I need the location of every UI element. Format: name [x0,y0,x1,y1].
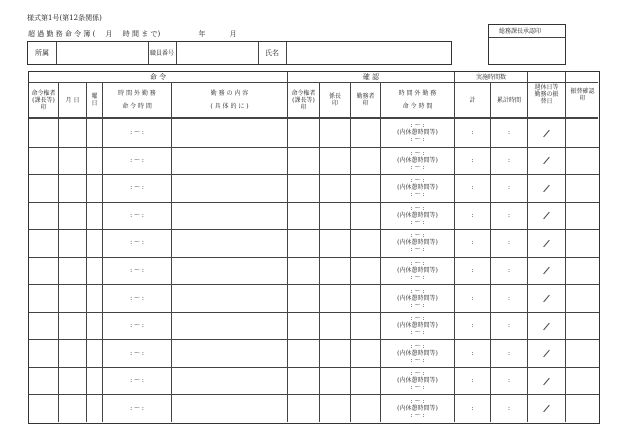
table-row [29,367,601,395]
substitute-confirm-header: 振替確認 印 [570,87,595,102]
total-cell[interactable]: : [471,156,474,164]
duty-content-cell[interactable] [172,257,287,285]
actual-time-bottom: : 〜 : [410,273,425,281]
holiday-work-cell[interactable] [528,119,565,147]
duty-content-cell[interactable] [172,119,287,147]
actual-time-bottom: : 〜 : [410,163,425,171]
actual-time-cell[interactable] [381,367,454,395]
actual-time-top: : 〜 : [410,259,425,267]
holiday-work-cell[interactable] [528,174,565,202]
table-row [29,284,601,312]
order-time-cell[interactable]: : 〜 : [130,322,144,330]
holiday-work-cell[interactable] [528,257,565,285]
order-time-cell[interactable]: : 〜 : [130,129,144,137]
order-time-cell[interactable]: : 〜 : [130,211,144,219]
cumulative-cell[interactable]: : [507,211,511,219]
table-row [29,339,601,367]
table-row [29,147,601,175]
form-title-prefix: 超 過 勤 務 命 令 簿 ( [28,30,96,38]
cumulative-cell[interactable]: : [507,377,511,385]
weekday-header: 曜 日 [91,93,98,107]
actual-time-cell[interactable] [381,147,454,175]
total-header: 計 [469,96,476,104]
table-row [29,257,601,285]
slash-mark [543,185,550,193]
actual-time-cell[interactable] [381,339,454,367]
duty-content-cell[interactable] [172,339,287,367]
duty-content-cell[interactable] [172,312,287,340]
slash-mark [543,377,550,385]
actual-time-cell[interactable] [381,229,454,257]
actual-time-note: (内休憩時間等) [397,322,438,330]
total-cell[interactable]: : [471,211,474,219]
total-cell[interactable]: : [471,239,474,247]
holiday-work-header: 週休日等 勤務の振 替日 [534,84,559,105]
actual-time-bottom: : 〜 : [410,301,425,309]
worker-header: 勤務者 印 [356,93,375,107]
staff-number-label: 職員番号 [149,49,174,57]
actual-time-note: (内休憩時間等) [397,184,438,192]
actual-time-note: (内休憩時間等) [397,404,438,412]
actual-time-cell[interactable] [381,284,454,312]
duty-content-cell[interactable] [172,367,287,395]
cumulative-cell[interactable]: : [507,322,511,330]
duty-content-cell[interactable] [172,147,287,175]
holiday-work-cell[interactable] [528,339,565,367]
table-row [29,174,601,202]
actual-time-top: : 〜 : [410,232,425,240]
order-time-cell[interactable]: : 〜 : [130,349,144,357]
holiday-work-cell[interactable] [528,229,565,257]
slash-mark [543,212,550,220]
actual-time-bottom: : 〜 : [410,411,425,419]
actual-time-top: : 〜 : [410,370,425,378]
month-day-header: 月 日 [65,96,80,104]
total-cell[interactable]: : [471,322,474,330]
order-time-cell[interactable]: : 〜 : [130,294,144,302]
duty-content-cell[interactable] [172,202,287,230]
actual-time-top: : 〜 : [410,149,425,157]
staff-number-field[interactable] [177,42,257,64]
actual-time-note: (内休憩時間等) [397,294,438,302]
form-title-month: 月 [229,30,237,38]
actual-time-top: : 〜 : [410,177,425,185]
actual-time-note: (内休憩時間等) [397,377,438,385]
actual-time-top: : 〜 : [410,315,425,323]
duty-content-cell[interactable] [172,229,287,257]
slash-mark [543,157,550,165]
actual-time-bottom: : 〜 : [410,384,425,392]
form-number: 様式第1号(第12条関係) [27,14,102,22]
form-title-span: 時 間 ま で) [122,30,161,38]
actual-time-note: (内休憩時間等) [397,129,438,137]
cumulative-cell[interactable]: : [507,266,511,274]
table-row [29,119,601,147]
name-field[interactable] [287,42,451,64]
overtime-actual-header: 時 間 外 勤 務 命 令 時 間 [398,90,437,110]
actual-time-top: : 〜 : [410,204,425,212]
table-row [29,229,601,257]
cumulative-cell[interactable]: : [507,184,511,192]
actual-time-bottom: : 〜 : [410,356,425,364]
actual-time-bottom: : 〜 : [410,218,425,226]
actual-time-cell[interactable] [381,119,454,147]
total-cell[interactable]: : [471,349,474,357]
order-time-cell[interactable]: : 〜 : [130,156,144,164]
order-time-cell[interactable]: : 〜 : [130,404,144,412]
slash-mark [543,405,550,413]
total-cell[interactable]: : [471,377,474,385]
duty-content-cell[interactable] [172,174,287,202]
cumulative-cell[interactable]: : [507,294,511,302]
affiliation-field[interactable] [57,42,147,64]
actual-time-note: (内休憩時間等) [397,266,438,274]
slash-mark [543,129,550,137]
duty-content-cell[interactable] [172,284,287,312]
actual-time-cell[interactable] [381,394,454,422]
holiday-work-cell[interactable] [528,367,565,395]
actual-time-top: : 〜 : [410,287,425,295]
order-time-cell[interactable]: : 〜 : [130,266,144,274]
cumulative-cell[interactable]: : [507,404,511,412]
slash-mark [543,322,550,330]
cumulative-cell[interactable]: : [507,129,511,137]
cumulative-header: 累計時間 [496,96,521,104]
actual-time-cell[interactable] [381,202,454,230]
overtime-order-header: 時 間 外 勤 務 命 令 時 間 [118,90,156,110]
confirm-group-header: 確 認 [362,72,380,81]
overtime-table [28,71,600,424]
approval-stamp-label: 総務課長承認印 [499,28,542,35]
form-title-year: 年 [198,30,206,38]
order-giver-header: 命令権者 (課長等) 印 [31,89,56,111]
slash-mark [543,295,550,303]
total-cell[interactable]: : [471,266,474,274]
actual-hours-group-header: 実施時間数 [475,73,506,81]
slash-mark [543,240,550,248]
table-row [29,312,601,340]
duty-content-header: 勤 務 の 内 容 ( 具 体 的 に ) [210,90,249,110]
actual-time-bottom: : 〜 : [410,246,425,254]
order-group-header: 命 令 [149,72,167,81]
affiliation-label: 所属 [35,48,49,57]
holiday-work-cell[interactable] [528,147,565,175]
actual-time-top: : 〜 : [410,122,425,130]
holiday-work-cell[interactable] [528,312,565,340]
actual-time-cell[interactable] [381,257,454,285]
name-label: 氏名 [265,48,279,57]
actual-time-bottom: : 〜 : [410,136,425,144]
info-row [27,41,452,65]
actual-time-note: (内休憩時間等) [397,211,438,219]
approval-stamp-box[interactable] [488,24,566,65]
table-row [29,202,601,230]
duty-content-cell[interactable] [172,394,287,422]
order-time-cell[interactable]: : 〜 : [130,377,144,385]
holiday-work-cell[interactable] [528,394,565,422]
actual-time-cell[interactable] [381,312,454,340]
form-title [28,30,237,39]
table-body [29,119,599,422]
total-cell[interactable]: : [471,129,474,137]
total-cell[interactable]: : [471,184,474,192]
actual-time-top: : 〜 : [410,397,425,405]
order-time-cell[interactable]: : 〜 : [130,239,144,247]
actual-time-note: (内休憩時間等) [397,156,438,164]
slash-mark [543,350,550,358]
order-time-cell[interactable]: : 〜 : [130,184,144,192]
actual-time-note: (内休憩時間等) [397,239,438,247]
actual-time-cell[interactable] [381,174,454,202]
slash-mark [543,267,550,275]
form-title-month-label: 月 [105,30,113,38]
cumulative-cell[interactable]: : [507,156,511,164]
actual-time-note: (内休憩時間等) [397,349,438,357]
section-chief-header: 係長 印 [328,93,341,107]
cumulative-cell[interactable]: : [507,349,511,357]
cumulative-cell[interactable]: : [507,239,511,247]
holiday-work-cell[interactable] [528,202,565,230]
actual-time-top: : 〜 : [410,342,425,350]
actual-time-bottom: : 〜 : [410,329,425,337]
confirm-giver-header: 命令権者 (課長等) 印 [291,89,316,111]
actual-time-bottom: : 〜 : [410,191,425,199]
total-cell[interactable]: : [471,404,474,412]
table-row [29,394,601,422]
holiday-work-cell[interactable] [528,284,565,312]
total-cell[interactable]: : [471,294,474,302]
